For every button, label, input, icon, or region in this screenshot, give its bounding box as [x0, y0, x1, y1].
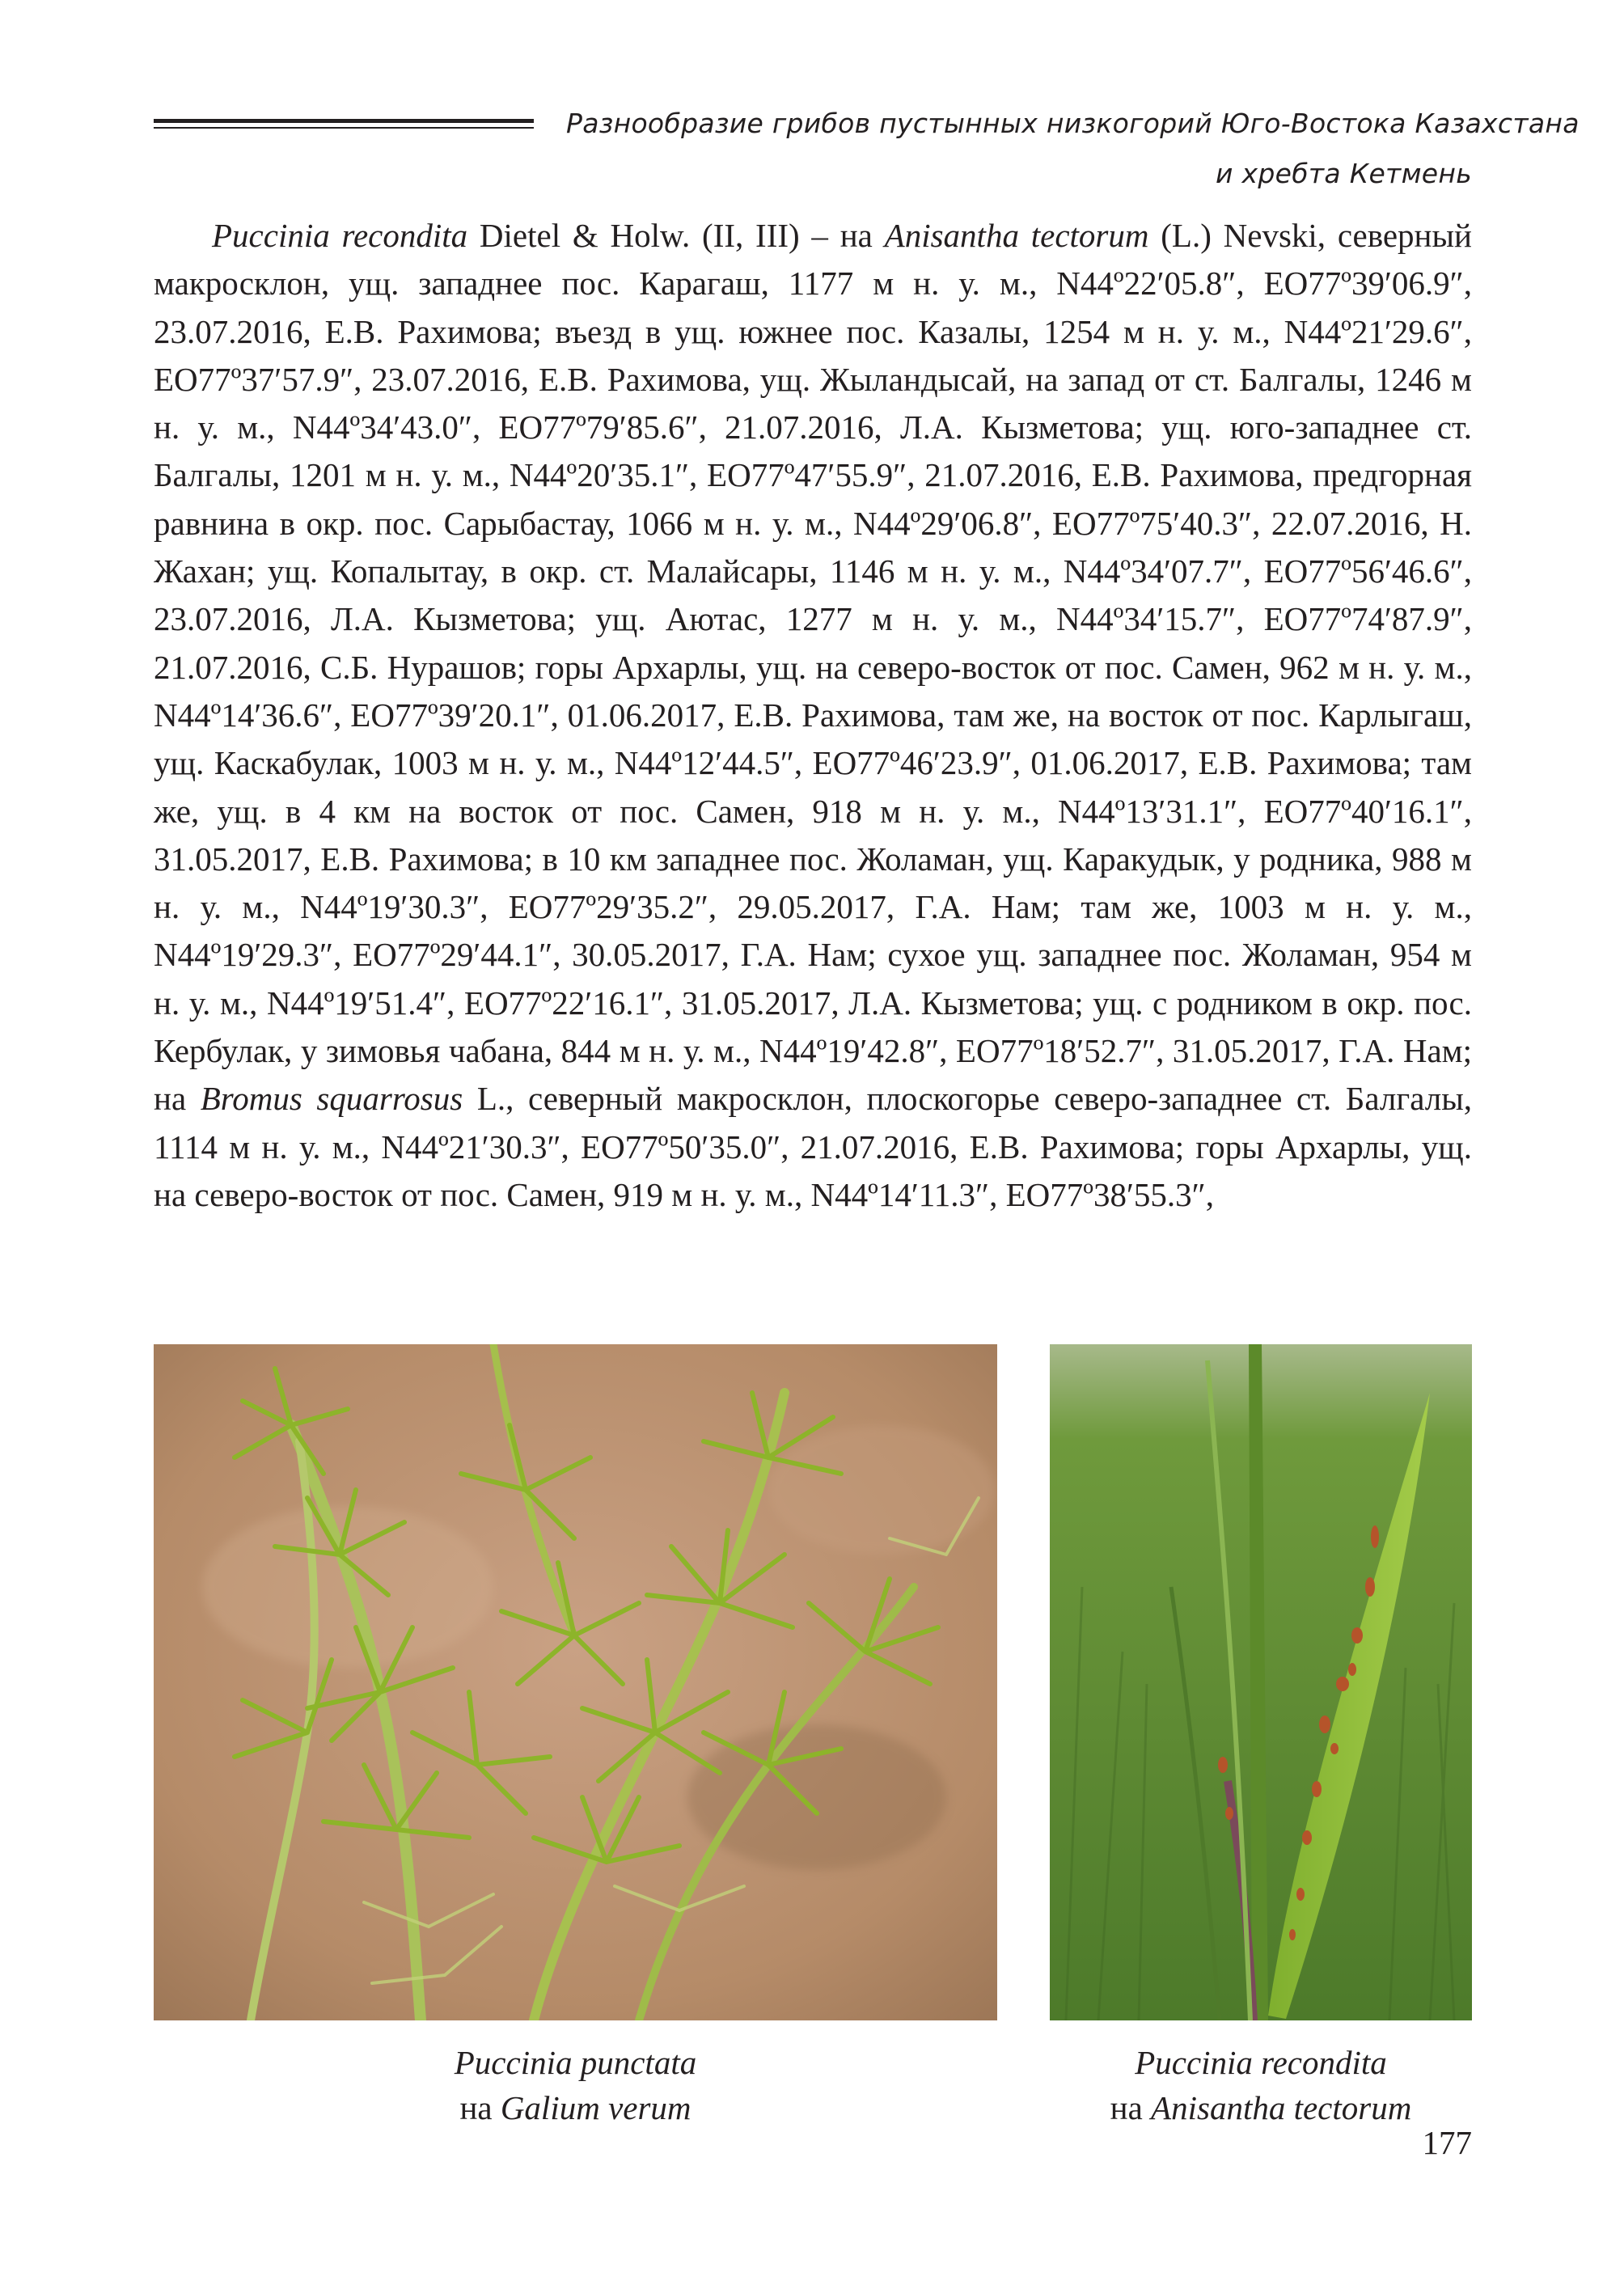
host-name-2: Bromus squarrosus	[200, 1080, 463, 1118]
host-name-1: Anisantha tectorum	[884, 217, 1149, 254]
locality-text-1: (L.) Nevski, северный макросклон, ущ. западнее пос. Карагаш, 1177 м н. у. м., N44º22′05.8″, ЕО77º39′06.9″, 23.07.2016, Е.В. Рахимова; въезд в ущ. южнее пос. Казалы, 1254 м н. у. м., N44º21′29.6″, ЕО77º37′57.9″, 23.07.2016, Е.В. Рахимова, ущ. Жыландысай, на запад от ст. Балгалы, 1246 м н. у. м., N44º34′43.0″, ЕО77º79′85.6″, 21.07.2016, Л.А. Кызметова; ущ. юго-западнее ст. Балгалы, 1201 м н. у. м., N44º20′35.1″, ЕО77º47′55.9″, 21.07.2016, Е.В. Рахимова, предгорная равнина в окр. пос. Сарыбастау, 1066 м н. у. м., N44º29′06.8″, ЕО77º75′40.3″, 22.07.2016, Н. Жахан; ущ. Копалытау, в окр. ст. Малайсары, 1146 м н. у. м., N44º34′07.7″, ЕО77º56′46.6″, 23.07.2016, Л.А. Кызметова; ущ. Аютас, 1277 м н. у. м., N44º34′15.7″, ЕО77º74′87.9″, 21.07.2016, С.Б. Нурашов; горы Архарлы, ущ. на северо-восток от пос. Самен, 962 м н. у. м., N44º14′36.6″, ЕО77º39′20.1″, 01.06.2017, Е.В. Рахимова, там же, на восток от пос. Карлыгаш, ущ. Каскабулак, 1003 м н. у. м., N44º12′44.5″, ЕО77º46′23.9″, 01.06.2017, Е.В. Рахимова; там же, ущ. в 4 км на восток от пос. Самен, 918 м н. у. м., N44º13′31.1″, ЕО77º40′16.1″, 31.05.2017, Е.В. Рахимова; в 10 км западнее пос. Жоламан, ущ. Каракудык, у родника, 988 м н. у. м., N44º19′30.3″, ЕО77º29′35.2″, 29.05.2017, Г.А. Нам; там же, 1003 м н. у. м., N44º19′29.3″, ЕО77º29′44.1″, 30.05.2017, Г.А. Нам; сухое ущ. западнее пос. Жоламан, 954 м н. у. м., N44º19′51.4″, ЕО77º22′16.1″, 31.05.2017, Л.А. Кызметова; ущ. с родником в окр. пос. Кербулак, у зимовья чабана, 844 м н. у. м., N44º19′42.8″, ЕО77º18′52.7″, 31.05.2017, Г.А. Нам; на	[154, 217, 1472, 1118]
running-head-line-2: и хребта Кетмень	[1216, 158, 1472, 189]
caption-1-prefix: на	[459, 2089, 501, 2126]
species-name: Puccinia recondita	[212, 217, 468, 254]
caption-figure-1	[154, 2040, 997, 2130]
header-rule	[154, 119, 534, 129]
caption-2-species: Puccinia recondita	[1135, 2044, 1387, 2081]
figure-puccinia-recondita	[1050, 1344, 1472, 2130]
figure-puccinia-punctata	[154, 1344, 997, 2130]
photo-anisantha-tectorum	[1050, 1344, 1472, 2020]
caption-figure-2	[1050, 2040, 1472, 2130]
page-number: 177	[1422, 2124, 1472, 2161]
body-paragraph	[154, 212, 1472, 1219]
caption-1-species: Puccinia punctata	[454, 2044, 697, 2081]
running-head-line-1: Разнообразие грибов пустынных низкогорий Юго-Востока Казахстана	[566, 108, 1580, 139]
species-authority: Dietel & Holw. (II, III) – на	[467, 217, 885, 254]
running-head	[566, 99, 1580, 199]
caption-2-host: Anisantha tectorum	[1151, 2089, 1412, 2126]
caption-1-host: Galium verum	[500, 2089, 691, 2126]
photo-galium-verum	[154, 1344, 997, 2020]
caption-2-prefix: на	[1110, 2089, 1152, 2126]
locality-text-2: L., северный макросклон, плоскогорье северо-западнее ст. Балгалы, 1114 м н. у. м., N44º21′30.3″, ЕО77º50′35.0″, 21.07.2016, Е.В. Рахимова; горы Архарлы, ущ. на северо-восток от пос. Самен, 919 м н. у. м., N44º14′11.3″, ЕО77º38′55.3″,	[154, 1080, 1473, 1213]
